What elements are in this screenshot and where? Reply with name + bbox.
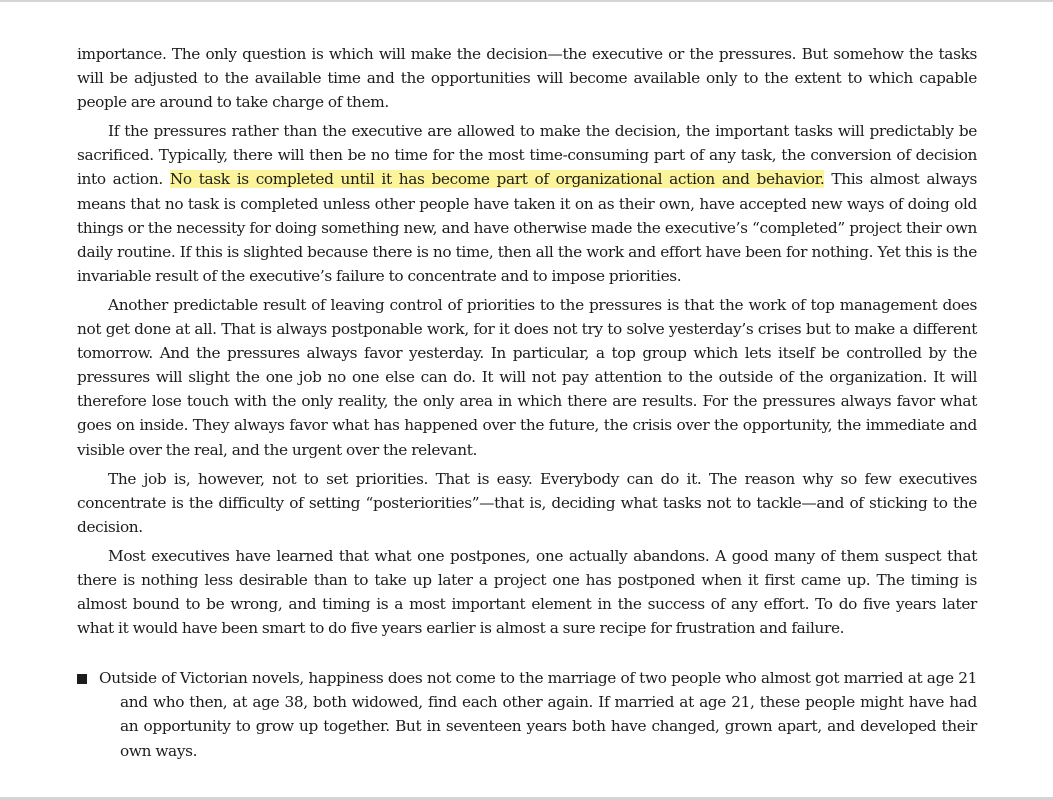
paragraph-2: [77, 119, 977, 288]
paragraph-3-text: Another predictable result of leaving control of priorities to the pressures is that the work of top management does not get done at all. That is always postponable work, for it does not try to solve yesterday’s crises but to make a different tomorrow. And the pressures always favor yesterday. In particular, a top group which lets itself be controlled by the pressures will slight the one job no one else can do. It will not pay attention to the outside of the organization. It will therefore lose touch with the only reality, the only area in which there are results. For the pressures always favor what goes on inside. They always favor what has happened over the future, the crisis over the opportunity, the immediate and visible over the real, and the urgent over the relevant.: [77, 295, 977, 459]
paragraph-4: [77, 467, 977, 539]
paragraph-1-text: importance. The only question is which will make the decision—the executive or the pressures. But somehow the tasks will be adjusted to the available time and the opportunities will become available only to the extent to which capable people are around to take charge of them.: [77, 45, 977, 112]
highlighted-sentence[interactable]: No task is completed until it has become part of organizational action and behavior.: [169, 170, 825, 189]
bullet-text: Outside of Victorian novels, happiness does not come to the marriage of two people who almost got married at age 21 and who then, at age 38, both widowed, find each other again. If married at age 21, these people might have had an opportunity to grow up together. But in seventeen years both have changed, grown apart, and developed their own ways.: [99, 669, 977, 760]
paragraph-5-text: Most executives have learned that what one postpones, one actually abandons. A good many of them suspect that there is nothing less desirable than to take up later a project one has postponed when it first came up. The timing is almost bound to be wrong, and timing is a most important element in the success of any effort. To do five years later what it would have been smart to do five years earlier is almost a sure recipe for frustration and failure.: [77, 546, 977, 638]
paragraph-3: [77, 293, 977, 462]
page-content: [77, 42, 977, 763]
paragraph-2-text-after: This almost always means that no task is completed unless other people have taken it on as their own, have accepted new ways of doing old things or the necessity for doing something new, and have otherwise made the executive’s “completed” project their own daily routine. If this is slighted because there is no time, then all the work and effort have been for nothing. Yet this is the invariable result of the executive’s failure to concentrate and to impose priorities.: [77, 170, 977, 285]
paragraph-2-text-before: If the pressures rather than the executive are allowed to make the decision, the important tasks will predictably be sacrificed. Typically, there will then be no time for the most time-consuming part of any task, the conversion of decision into action.: [77, 122, 977, 189]
paragraph-5: [77, 544, 977, 640]
paragraph-1: [77, 42, 977, 114]
square-bullet-icon: [77, 674, 87, 684]
bullet-item: [77, 666, 977, 762]
paragraph-4-text: The job is, however, not to set priorities. That is easy. Everybody can do it. The reason why so few executives concentrate is the difficulty of setting “posteriorities”—that is, deciding what tasks not to tackle—and of sticking to the decision.: [77, 469, 977, 536]
